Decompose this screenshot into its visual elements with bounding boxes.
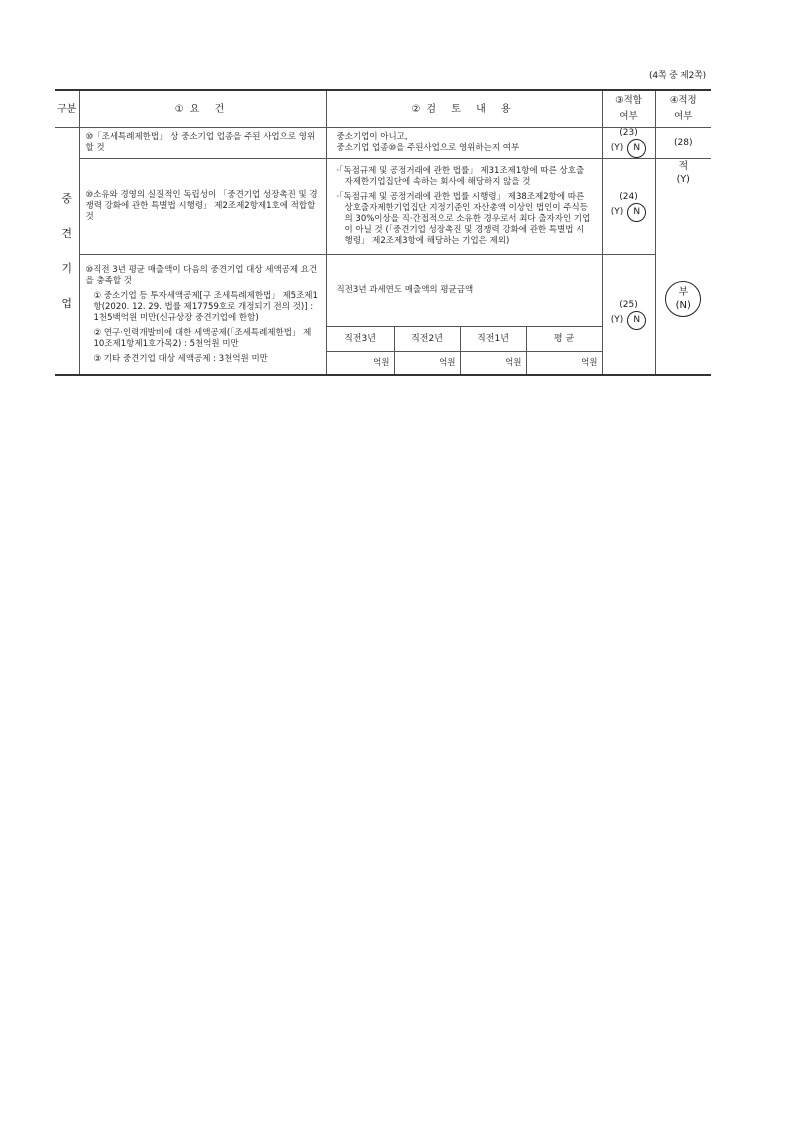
amount-avg[interactable]: 억원 [526, 352, 602, 376]
circled-n-badge: N [627, 311, 646, 330]
review-table [55, 89, 711, 376]
header-requirement: ①요 건 [79, 90, 326, 128]
header-category: 구분 [55, 90, 79, 128]
requirement-109: ⑩직전 3년 평균 매출액이 다음의 중견기업 대상 세액공제 요건을 충족할 것 ① 중소기업 등 투자세액공제[구 조세특례제한법」 제5조제1항(2020. 12. 29. 법률 제17759호로 개정되기 전의 것)] : 1천5백억원 미만(신규상장 중견기업에 한함) ② 연구·인력개발비에 대한 세액공제(「조세특례제한법」 제10조제1항제1호가목2) : 5천억원 미만 ③ 기타 중견기업 대상 세액공제 : 3천억원 미만 [79, 255, 326, 376]
requirement-108: ⑩소유와 경영의 실질적인 독립성이 「중견기업 성장촉진 및 경쟁력 강화에 관한 특별법 시행령」 제2조제2항제1호에 적합할 것 [79, 159, 326, 255]
review-109: 직전3년 과세연도 매출액의 평균금액 [326, 255, 602, 327]
review-108: ·「독점규제 및 공정거래에 관한 법률」 제31조제1항에 따른 상호출자제한기업집단에 속하는 회사에 해당하지 않을 것 ·「독점규제 및 공정거래에 관한 법률 시행령」 제38조제2항에 따른 상호출자제한기업집단 지정기준인 자산총액 이상인 법인이 주식등의 30%이상을 직·간접적으로 소유한 경우로서 최다 출자자인 기업이 아닐 것 (「중견기업 성장촉진 및 경쟁력 강화에 관한 특별법 시행령」 제2조제3항에 해당하는 기업은 제외) [326, 159, 602, 255]
requirement-107: ⑩「조세특례제한법」 상 중소기업 업종을 주된 사업으로 영위할 것 [79, 128, 326, 159]
fit-107[interactable]: (23) (Y) N [602, 128, 655, 159]
fit-108[interactable]: (24) (Y) N [602, 159, 655, 255]
year-1: 직전1년 [460, 327, 526, 352]
amount-year-3[interactable]: 억원 [326, 352, 394, 376]
final-num-cell: (28) [655, 128, 711, 159]
final-yes-label: 적 [678, 161, 689, 172]
category-midsize: 중 견 기 업 [55, 128, 79, 376]
circled-n-badge: N [627, 203, 646, 222]
circled-n-badge: N [627, 139, 646, 158]
amount-year-1[interactable]: 억원 [460, 352, 526, 376]
header-review: ②검 토 내 용 [326, 90, 602, 128]
page-number: (4쪽 중 제2쪽) [649, 71, 706, 81]
review-107: 중소기업이 아니고, 중소기업 업종⑩을 주된사업으로 영위하는지 여부 [326, 128, 602, 159]
year-avg: 평 균 [526, 327, 602, 352]
year-2: 직전2년 [394, 327, 460, 352]
fit-109[interactable]: (25) (Y) N [602, 255, 655, 376]
table-row-109-top [55, 255, 711, 327]
table-header-row [55, 90, 711, 128]
final-yes-code: (Y) [676, 174, 690, 185]
table-row-108 [55, 159, 711, 255]
amount-year-2[interactable]: 억원 [394, 352, 460, 376]
final-fit-cell[interactable] [655, 159, 711, 376]
header-fit: ③적합 여부 [602, 90, 655, 128]
header-final: ④적정 여부 [655, 90, 711, 128]
table-row-107 [55, 128, 711, 159]
final-no-circle: 부 (N) [665, 281, 701, 317]
year-3: 직전3년 [326, 327, 394, 352]
